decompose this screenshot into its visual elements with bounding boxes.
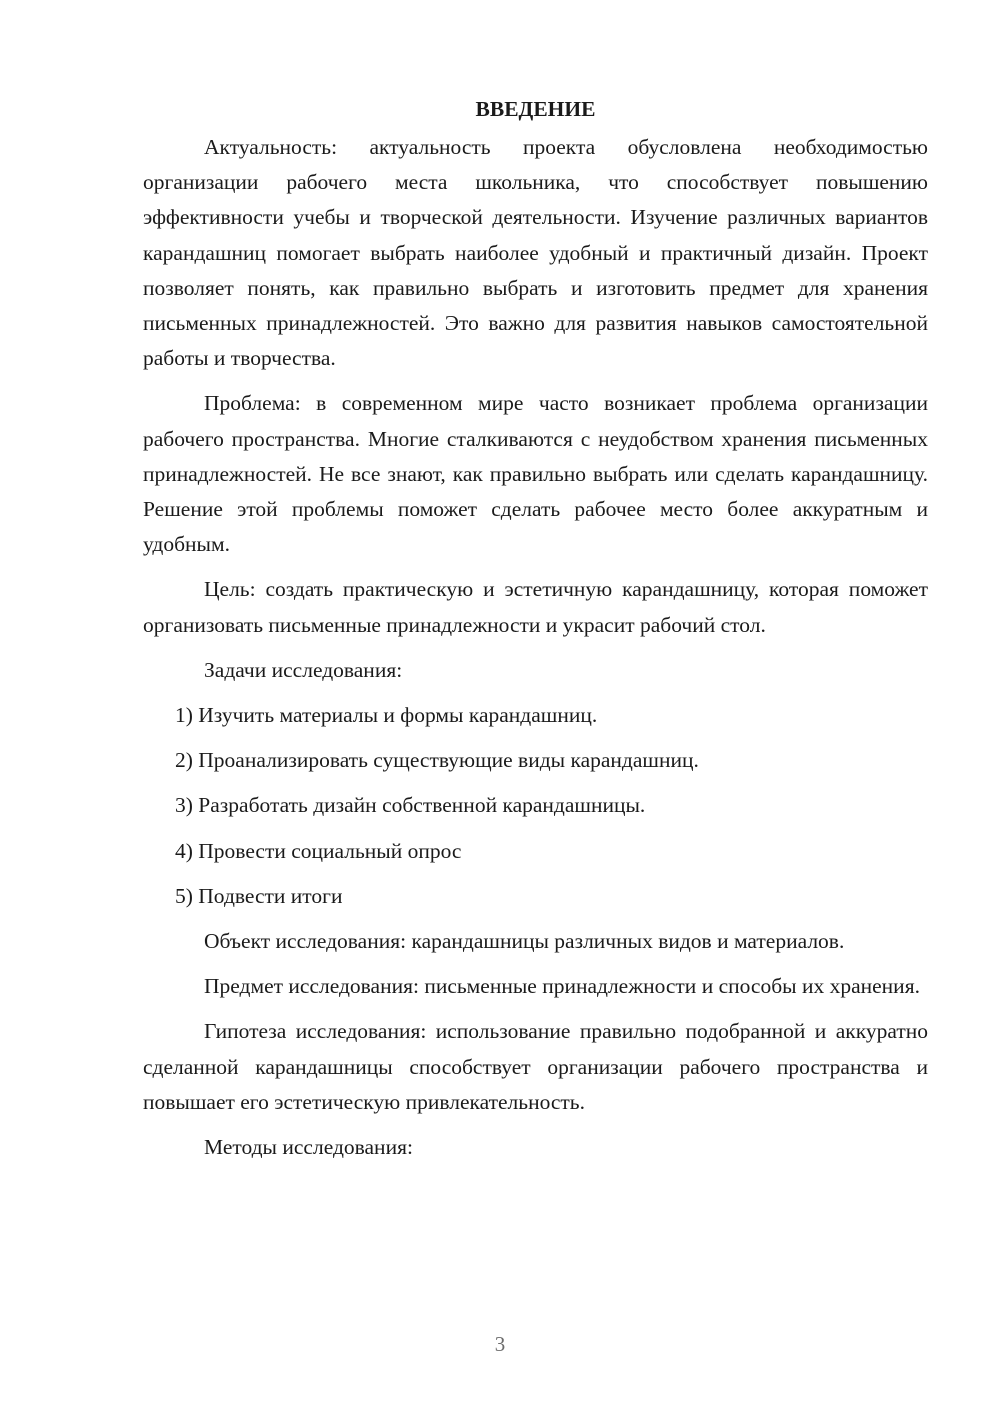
document-page [143, 92, 928, 1175]
paragraph-object: Объект исследования: карандашницы различных видов и материалов. [204, 929, 845, 954]
tasks-list [143, 698, 928, 914]
paragraph-problem: Проблема: в современном мире часто возникает проблема организации рабочего пространства. Многие сталкиваются с неудобством хранения письменных принадлежностей. Не все знают, как правильно выбрать или сделать карандашницу. Решение этой проблемы поможет сделать рабочее место более аккуратным и удобным. [143, 391, 928, 557]
list-item: 1) Изучить материалы и формы карандашниц. [175, 703, 598, 728]
paragraph-relevance: Актуальность: актуальность проекта обусловлена необходимостью организации рабочего места школьника, что способствует повышению эффективности учебы и творческой деятельности. Изучение различных вариантов карандашниц помогает выбрать наиболее удобный и практичный дизайн. Проект позволяет понять, как правильно выбрать и изготовить предмет для хранения письменных принадлежностей. Это важно для развития навыков самостоятельной работы и творчества. [143, 135, 928, 371]
paragraph-tasks-heading: Задачи исследования: [204, 657, 403, 682]
section-title: ВВЕДЕНИЕ [475, 97, 596, 121]
page-number: 3 [494, 1332, 506, 1356]
list-item: 2) Проанализировать существующие виды карандашниц. [175, 748, 699, 773]
list-item: 4) Провести социальный опрос [175, 838, 462, 863]
list-item: 3) Разработать дизайн собственной карандашницы. [175, 793, 646, 818]
paragraph-subject: Предмет исследования: письменные принадлежности и способы их хранения. [204, 974, 920, 999]
list-item: 5) Подвести итоги [175, 883, 343, 908]
paragraph-goal: Цель: создать практическую и эстетичную карандашницу, которая поможет организовать письменные принадлежности и украсит рабочий стол. [143, 577, 928, 637]
paragraph-methods-heading: Методы исследования: [204, 1135, 413, 1160]
paragraph-hypothesis: Гипотеза исследования: использование правильно подобранной и аккуратно сделанной карандашницы способствует организации рабочего пространства и повышает его эстетическую привлекательность. [143, 1019, 928, 1114]
